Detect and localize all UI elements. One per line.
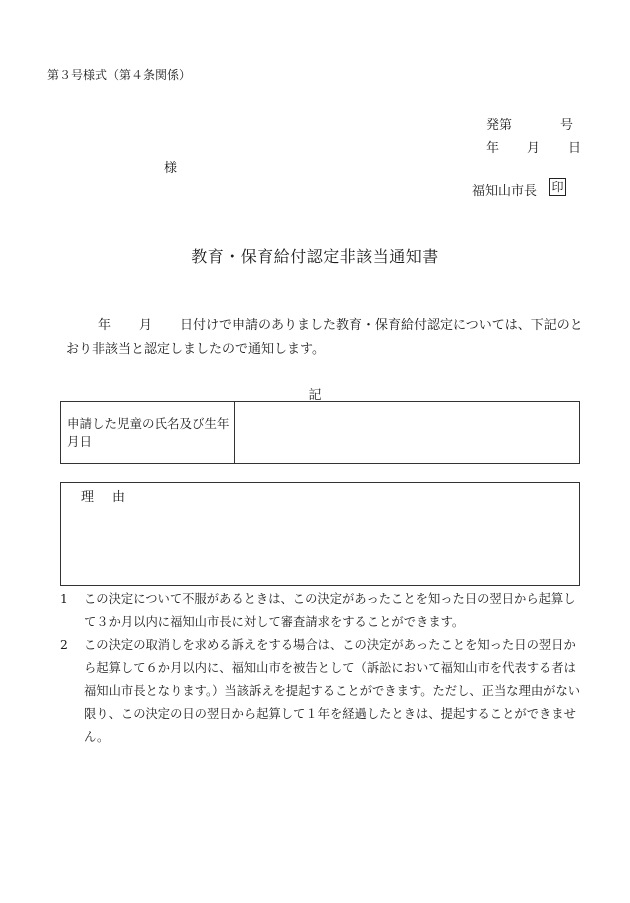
issue-number — [486, 114, 573, 133]
reason-box — [60, 482, 580, 586]
reason-label-b: 由 — [112, 490, 126, 505]
child-name-value — [235, 402, 579, 463]
issuer: 福知山市長 — [472, 184, 538, 199]
issue-suffix: 号 — [560, 118, 574, 133]
note-number: 1 — [60, 592, 68, 606]
body-text: 日付けで申請のありました教育・保育給付認定については、下記のとおり非該当と認定しましたので通知します。 — [66, 318, 583, 357]
note-number: 2 — [60, 638, 68, 652]
notes — [60, 588, 584, 749]
form-number: 第３号様式（第４条関係） — [47, 68, 192, 82]
body-year: 年 — [98, 318, 112, 333]
month-label: 月 — [527, 141, 541, 156]
notice-body — [66, 314, 584, 362]
note-text: この決定について不服があるときは、この決定があったことを知った日の翌日から起算して３か月以内に福知山市長に対して審査請求をすることができます。 — [84, 592, 576, 629]
issue-prefix: 発第 — [486, 118, 513, 133]
note-text: この決定の取消しを求める訴えをする場合は、この決定があったことを知った日の翌日から起算して６か月以内に、福知山市を被告として（訴訟において福知山市を代表する者は福知山市長となります。）当該訴えを提起することができます。ただし、正当な理由がない限り、この決定の日の翌日から起算して１年を経過したときは、提起することができません。 — [84, 638, 581, 744]
body-month: 月 — [139, 318, 153, 333]
day-label: 日 — [568, 141, 582, 156]
issue-date — [486, 137, 581, 156]
recipient-suffix: 様 — [164, 161, 178, 176]
child-info-table — [60, 401, 580, 464]
reason-label-a: 理 — [81, 490, 95, 505]
reason-label — [81, 486, 125, 505]
document-title: 教育・保育給付認定非該当通知書 — [191, 247, 439, 266]
note-item — [60, 634, 584, 749]
seal-stamp: 印 — [549, 178, 566, 196]
note-item — [60, 588, 584, 634]
year-label: 年 — [486, 141, 500, 156]
child-name-label: 申請した児童の氏名及び生年月日 — [61, 402, 235, 463]
ki-heading: 記 — [308, 388, 322, 403]
